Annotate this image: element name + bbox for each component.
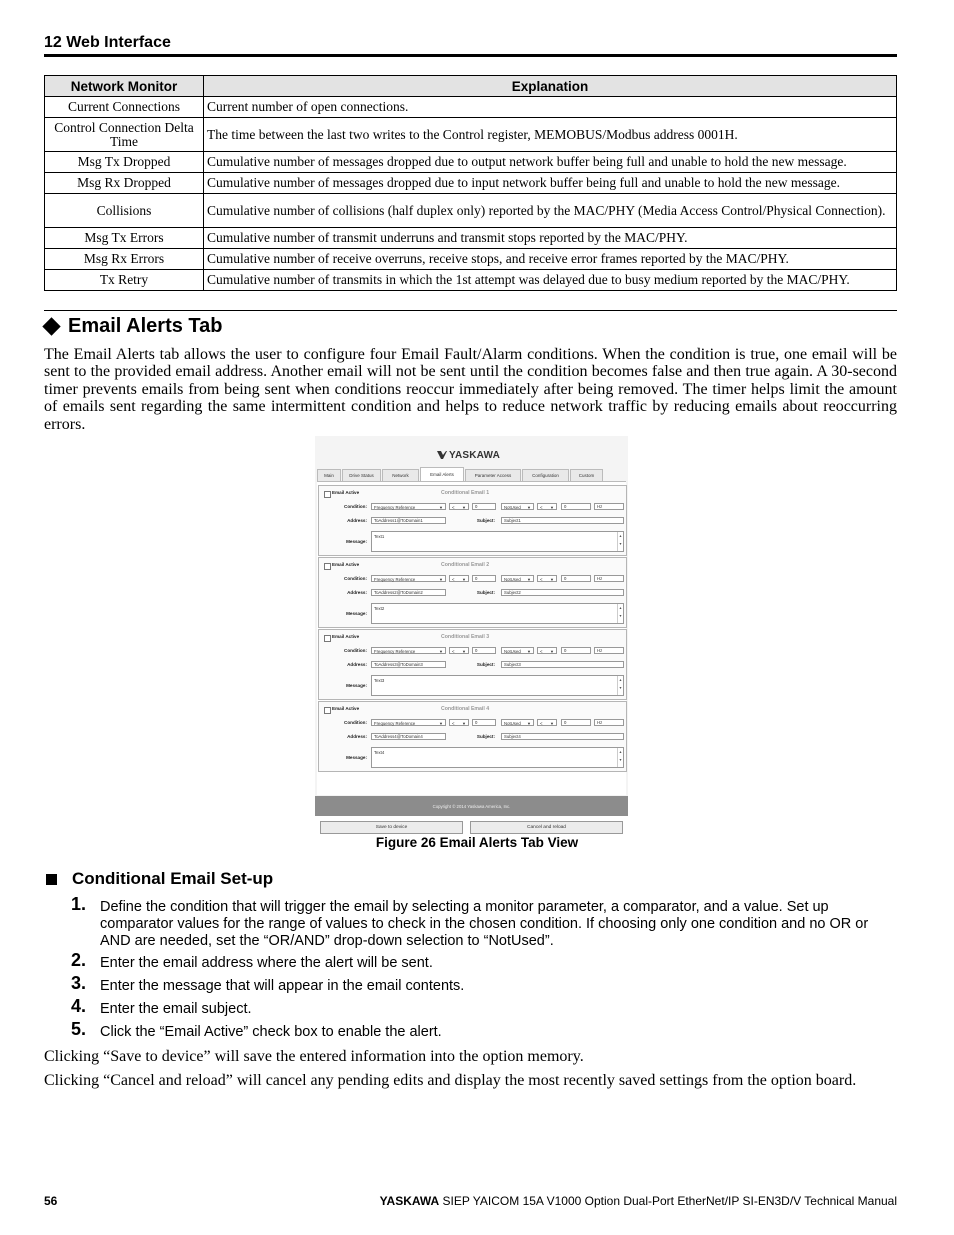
copyright-footer: Copyright © 2014 Yaskawa America, Inc. xyxy=(315,796,628,816)
scroll-up-icon: ▲ xyxy=(618,750,623,754)
dropdown-arrow-icon: ▼ xyxy=(462,649,466,654)
email-active-label: Email Active xyxy=(332,490,360,495)
row-explanation: Cumulative number of receive overruns, receive stops, and receive error frames reported by the MAC/PHY. xyxy=(204,249,897,270)
subject-label: Subject: xyxy=(476,518,495,523)
dropdown-arrow-icon: ▼ xyxy=(439,577,443,582)
dropdown-arrow-icon: ▼ xyxy=(550,721,554,726)
step-number: 4. xyxy=(71,996,87,1016)
tab-parameter-access[interactable]: Parameter Access xyxy=(465,469,521,481)
conditional-email-panel xyxy=(318,485,627,556)
panel-title: Conditional Email 3 xyxy=(441,634,490,640)
conditional-email-heading xyxy=(44,869,273,889)
address-label: Address: xyxy=(347,662,367,667)
address-label: Address: xyxy=(347,518,367,523)
step-text: Enter the message that will appear in the email contents. xyxy=(100,978,465,994)
conditional-email-panel xyxy=(318,701,627,772)
section-rule xyxy=(44,310,897,311)
dropdown-arrow-icon: ▼ xyxy=(462,721,466,726)
parameter-select[interactable] xyxy=(371,575,446,582)
tab-network[interactable]: Network xyxy=(382,469,419,481)
or-and-value: NotUsed xyxy=(504,505,521,510)
textarea-scrollbar[interactable] xyxy=(617,532,623,551)
col-header-explanation: Explanation xyxy=(204,76,897,97)
list-item xyxy=(44,950,897,972)
table-row xyxy=(45,270,897,291)
subject-input[interactable]: Subject2 xyxy=(501,589,624,596)
parameter-value: Frequency Reference xyxy=(374,649,416,654)
value-input[interactable]: 0 xyxy=(472,719,496,726)
value2-input[interactable]: 0 xyxy=(561,503,591,510)
step-text: Click the “Email Active” check box to enable the alert. xyxy=(100,1024,442,1040)
parameter-value: Frequency Reference xyxy=(374,577,416,582)
tab-drive-status[interactable]: Drive Status xyxy=(342,469,381,481)
or-and-select[interactable] xyxy=(501,719,534,726)
subject-label: Subject: xyxy=(476,662,495,667)
comparator2-select[interactable] xyxy=(537,575,557,582)
step-text: Define the condition that will trigger the email by selecting a monitor parameter, a comparator, and a value. Set up comparator values for the range of values to check in the chosen condition. If choosing only one condition and no OR or AND are needed, set the “OR/AND” drop-down selection to “NotUsed”. xyxy=(100,899,869,949)
table-row xyxy=(45,173,897,194)
subject-input[interactable]: Subject4 xyxy=(501,733,624,740)
parameter-value: Frequency Reference xyxy=(374,505,416,510)
table-row xyxy=(45,228,897,249)
value-input[interactable]: 0 xyxy=(472,575,496,582)
step-text: Enter the email address where the alert will be sent. xyxy=(100,955,433,971)
tab-bar xyxy=(317,469,604,481)
conditional-email-panel xyxy=(318,557,627,628)
scroll-down-icon: ▼ xyxy=(618,614,623,618)
textarea-scrollbar[interactable] xyxy=(617,748,623,767)
panel-title: Conditional Email 2 xyxy=(441,562,490,568)
table-row xyxy=(45,194,897,228)
comparator-value: < xyxy=(452,505,455,510)
value2-input[interactable]: 0 xyxy=(561,575,591,582)
parameter-select[interactable] xyxy=(371,647,446,654)
email-active-checkbox[interactable] xyxy=(324,635,331,642)
subject-label: Subject: xyxy=(476,590,495,595)
diamond-bullet-icon xyxy=(42,317,60,335)
setup-steps xyxy=(44,894,897,1041)
message-label: Message: xyxy=(346,755,367,760)
row-label: Control Connection Delta Time xyxy=(45,118,204,152)
col-header-network-monitor: Network Monitor xyxy=(45,76,204,97)
table-row xyxy=(45,152,897,173)
or-and-value: NotUsed xyxy=(504,649,521,654)
subject-input[interactable]: Subject1 xyxy=(501,517,624,524)
step-number: 2. xyxy=(71,950,87,970)
condition-label: Condition: xyxy=(344,504,367,509)
dropdown-arrow-icon: ▼ xyxy=(462,577,466,582)
comparator2-select[interactable] xyxy=(537,647,557,654)
scroll-up-icon: ▲ xyxy=(618,606,623,610)
comparator2-value: < xyxy=(540,721,543,726)
step-text: Enter the email subject. xyxy=(100,1001,252,1017)
dropdown-arrow-icon: ▼ xyxy=(439,649,443,654)
yaskawa-logo xyxy=(437,450,500,461)
unit-field: Hz xyxy=(594,575,624,582)
message-text: Text4 xyxy=(374,750,385,755)
condition-label: Condition: xyxy=(344,576,367,581)
value-input[interactable]: 0 xyxy=(472,503,496,510)
textarea-scrollbar[interactable] xyxy=(617,604,623,623)
comparator-select[interactable] xyxy=(449,647,469,654)
message-label: Message: xyxy=(346,539,367,544)
comparator2-select[interactable] xyxy=(537,719,557,726)
network-monitor-table xyxy=(44,75,897,291)
scroll-up-icon: ▲ xyxy=(618,534,623,538)
value2-input[interactable]: 0 xyxy=(561,719,591,726)
comparator2-value: < xyxy=(540,649,543,654)
message-textarea[interactable] xyxy=(371,747,624,768)
scroll-down-icon: ▼ xyxy=(618,758,623,762)
parameter-value: Frequency Reference xyxy=(374,721,416,726)
unit-field: Hz xyxy=(594,503,624,510)
comparator-select[interactable] xyxy=(449,503,469,510)
address-input[interactable]: ToAddress3@ToDomain3 xyxy=(371,661,446,668)
cancel-note-paragraph: Clicking “Cancel and reload” will cancel any pending edits and display the most recently saved settings from the option board. xyxy=(44,1072,857,1089)
unit-field: Hz xyxy=(594,647,624,654)
address-input[interactable]: ToAddress4@ToDomain4 xyxy=(371,733,446,740)
comparator-select[interactable] xyxy=(449,719,469,726)
subject-label: Subject: xyxy=(476,734,495,739)
step-number: 5. xyxy=(71,1019,87,1039)
email-active-checkbox[interactable] xyxy=(324,563,331,570)
table-row xyxy=(45,249,897,270)
row-label: Tx Retry xyxy=(45,270,204,291)
email-active-checkbox[interactable] xyxy=(324,491,331,498)
list-item xyxy=(44,996,897,1018)
header-rule xyxy=(44,54,897,57)
figure-caption: Figure 26 Email Alerts Tab View xyxy=(375,835,579,850)
message-textarea[interactable] xyxy=(371,675,624,696)
step-number: 1. xyxy=(71,894,87,914)
condition-label: Condition: xyxy=(344,720,367,725)
tab-email-alerts[interactable]: Email Alerts xyxy=(420,467,464,481)
square-bullet-icon xyxy=(46,874,57,885)
step-number: 3. xyxy=(71,973,87,993)
or-and-value: NotUsed xyxy=(504,577,521,582)
email-alerts-screenshot xyxy=(315,436,628,830)
table-row xyxy=(45,118,897,152)
address-label: Address: xyxy=(347,734,367,739)
row-explanation: Cumulative number of messages dropped due to input network buffer being full and unable to hold the new message. xyxy=(204,173,897,194)
or-and-select[interactable] xyxy=(501,575,534,582)
message-textarea[interactable] xyxy=(371,531,624,552)
intro-paragraph: The Email Alerts tab allows the user to configure four Email Fault/Alarm conditions. When the condition is true, one email will be sent to the provided email address. Another email will not be sent until the condition becomes false and then true again. A 30-second timer prevents emails from being sent when conditions reoccur immediately after being removed. The timer helps limit the amount of emails sent regarding the same intermittent condition and helps to reduce network traffic by reducing emails about reoccurring errors. xyxy=(44,346,897,433)
table-header-row xyxy=(45,76,897,97)
row-label: Msg Tx Dropped xyxy=(45,152,204,173)
email-active-label: Email Active xyxy=(332,562,360,567)
message-text: Text3 xyxy=(374,678,385,683)
row-explanation: Cumulative number of transmits in which the 1st attempt was delayed due to busy medium reported by the MAC/PHY. xyxy=(204,270,897,291)
scroll-down-icon: ▼ xyxy=(618,542,623,546)
document-title-footer xyxy=(380,1194,897,1208)
comparator2-value: < xyxy=(540,577,543,582)
comparator2-select[interactable] xyxy=(537,503,557,510)
logo-text: YASKAWA xyxy=(449,450,501,461)
parameter-select[interactable] xyxy=(371,719,446,726)
email-alerts-heading xyxy=(44,313,223,339)
dropdown-arrow-icon: ▼ xyxy=(439,505,443,510)
subheading-text: Conditional Email Set-up xyxy=(72,869,274,888)
page-section-title: 12 Web Interface xyxy=(44,34,171,51)
dropdown-arrow-icon: ▼ xyxy=(462,505,466,510)
scroll-down-icon: ▼ xyxy=(618,686,623,690)
footer-brand: YASKAWA xyxy=(379,1194,440,1208)
dropdown-arrow-icon: ▼ xyxy=(527,721,531,726)
comparator2-value: < xyxy=(540,505,543,510)
comparator-value: < xyxy=(452,649,455,654)
page-number: 56 xyxy=(44,1194,58,1208)
conditional-email-panel xyxy=(318,629,627,700)
dropdown-arrow-icon: ▼ xyxy=(550,577,554,582)
dropdown-arrow-icon: ▼ xyxy=(439,721,443,726)
tab-main[interactable]: Main xyxy=(317,469,341,481)
message-label: Message: xyxy=(346,683,367,688)
email-active-checkbox[interactable] xyxy=(324,707,331,714)
heading-text: Email Alerts Tab xyxy=(68,314,223,337)
row-explanation: Current number of open connections. xyxy=(204,97,897,118)
value2-input[interactable]: 0 xyxy=(561,647,591,654)
dropdown-arrow-icon: ▼ xyxy=(527,577,531,582)
parameter-select[interactable] xyxy=(371,503,446,510)
or-and-select[interactable] xyxy=(501,503,534,510)
row-label: Msg Tx Errors xyxy=(45,228,204,249)
comparator-value: < xyxy=(452,577,455,582)
or-and-select[interactable] xyxy=(501,647,534,654)
tab-custom[interactable]: Custom xyxy=(570,469,603,481)
list-item xyxy=(44,973,897,995)
cancel-and-reload-button[interactable]: Cancel and reload xyxy=(470,821,623,834)
row-explanation: Cumulative number of collisions (half duplex only) reported by the MAC/PHY (Media Access Control/Physical Connection). xyxy=(204,194,897,228)
message-text: Text2 xyxy=(374,606,385,611)
unit-field: Hz xyxy=(594,719,624,726)
textarea-scrollbar[interactable] xyxy=(617,676,623,695)
save-note-paragraph: Clicking “Save to device” will save the entered information into the option memory. xyxy=(44,1048,584,1065)
email-active-label: Email Active xyxy=(332,706,360,711)
table-row xyxy=(45,97,897,118)
comparator-select[interactable] xyxy=(449,575,469,582)
value-input[interactable]: 0 xyxy=(472,647,496,654)
scroll-up-icon: ▲ xyxy=(618,678,623,682)
row-label: Msg Rx Dropped xyxy=(45,173,204,194)
comparator-value: < xyxy=(452,721,455,726)
dropdown-arrow-icon: ▼ xyxy=(527,649,531,654)
row-label: Msg Rx Errors xyxy=(45,249,204,270)
list-item xyxy=(44,1019,897,1041)
panel-title: Conditional Email 1 xyxy=(441,490,490,496)
row-explanation: Cumulative number of messages dropped due to output network buffer being full and unable to hold the new message. xyxy=(204,152,897,173)
yaskawa-mark-icon xyxy=(437,451,447,459)
address-input[interactable]: ToAddress2@ToDomain2 xyxy=(371,589,446,596)
row-explanation: The time between the last two writes to the Control register, MEMOBUS/Modbus address 0001H. xyxy=(204,118,897,152)
message-label: Message: xyxy=(346,611,367,616)
address-label: Address: xyxy=(347,590,367,595)
row-label: Current Connections xyxy=(45,97,204,118)
list-item xyxy=(44,894,897,950)
row-label: Collisions xyxy=(45,194,204,228)
subject-input[interactable]: Subject3 xyxy=(501,661,624,668)
footer-doc-title: SIEP YAICOM 15A V1000 Option Dual-Port EtherNet/IP SI-EN3D/V Technical Manual xyxy=(442,1194,897,1208)
save-to-device-button[interactable]: Save to device xyxy=(320,821,463,834)
tab-configuration[interactable]: Configuration xyxy=(522,469,569,481)
message-text: Text1 xyxy=(374,534,385,539)
row-explanation: Cumulative number of transmit underruns and transmit stops reported by the MAC/PHY. xyxy=(204,228,897,249)
panel-title: Conditional Email 4 xyxy=(441,706,490,712)
or-and-value: NotUsed xyxy=(504,721,521,726)
dropdown-arrow-icon: ▼ xyxy=(550,649,554,654)
dropdown-arrow-icon: ▼ xyxy=(550,505,554,510)
email-active-label: Email Active xyxy=(332,634,360,639)
condition-label: Condition: xyxy=(344,648,367,653)
address-input[interactable]: ToAddress1@ToDomain1 xyxy=(371,517,446,524)
dropdown-arrow-icon: ▼ xyxy=(527,505,531,510)
message-textarea[interactable] xyxy=(371,603,624,624)
